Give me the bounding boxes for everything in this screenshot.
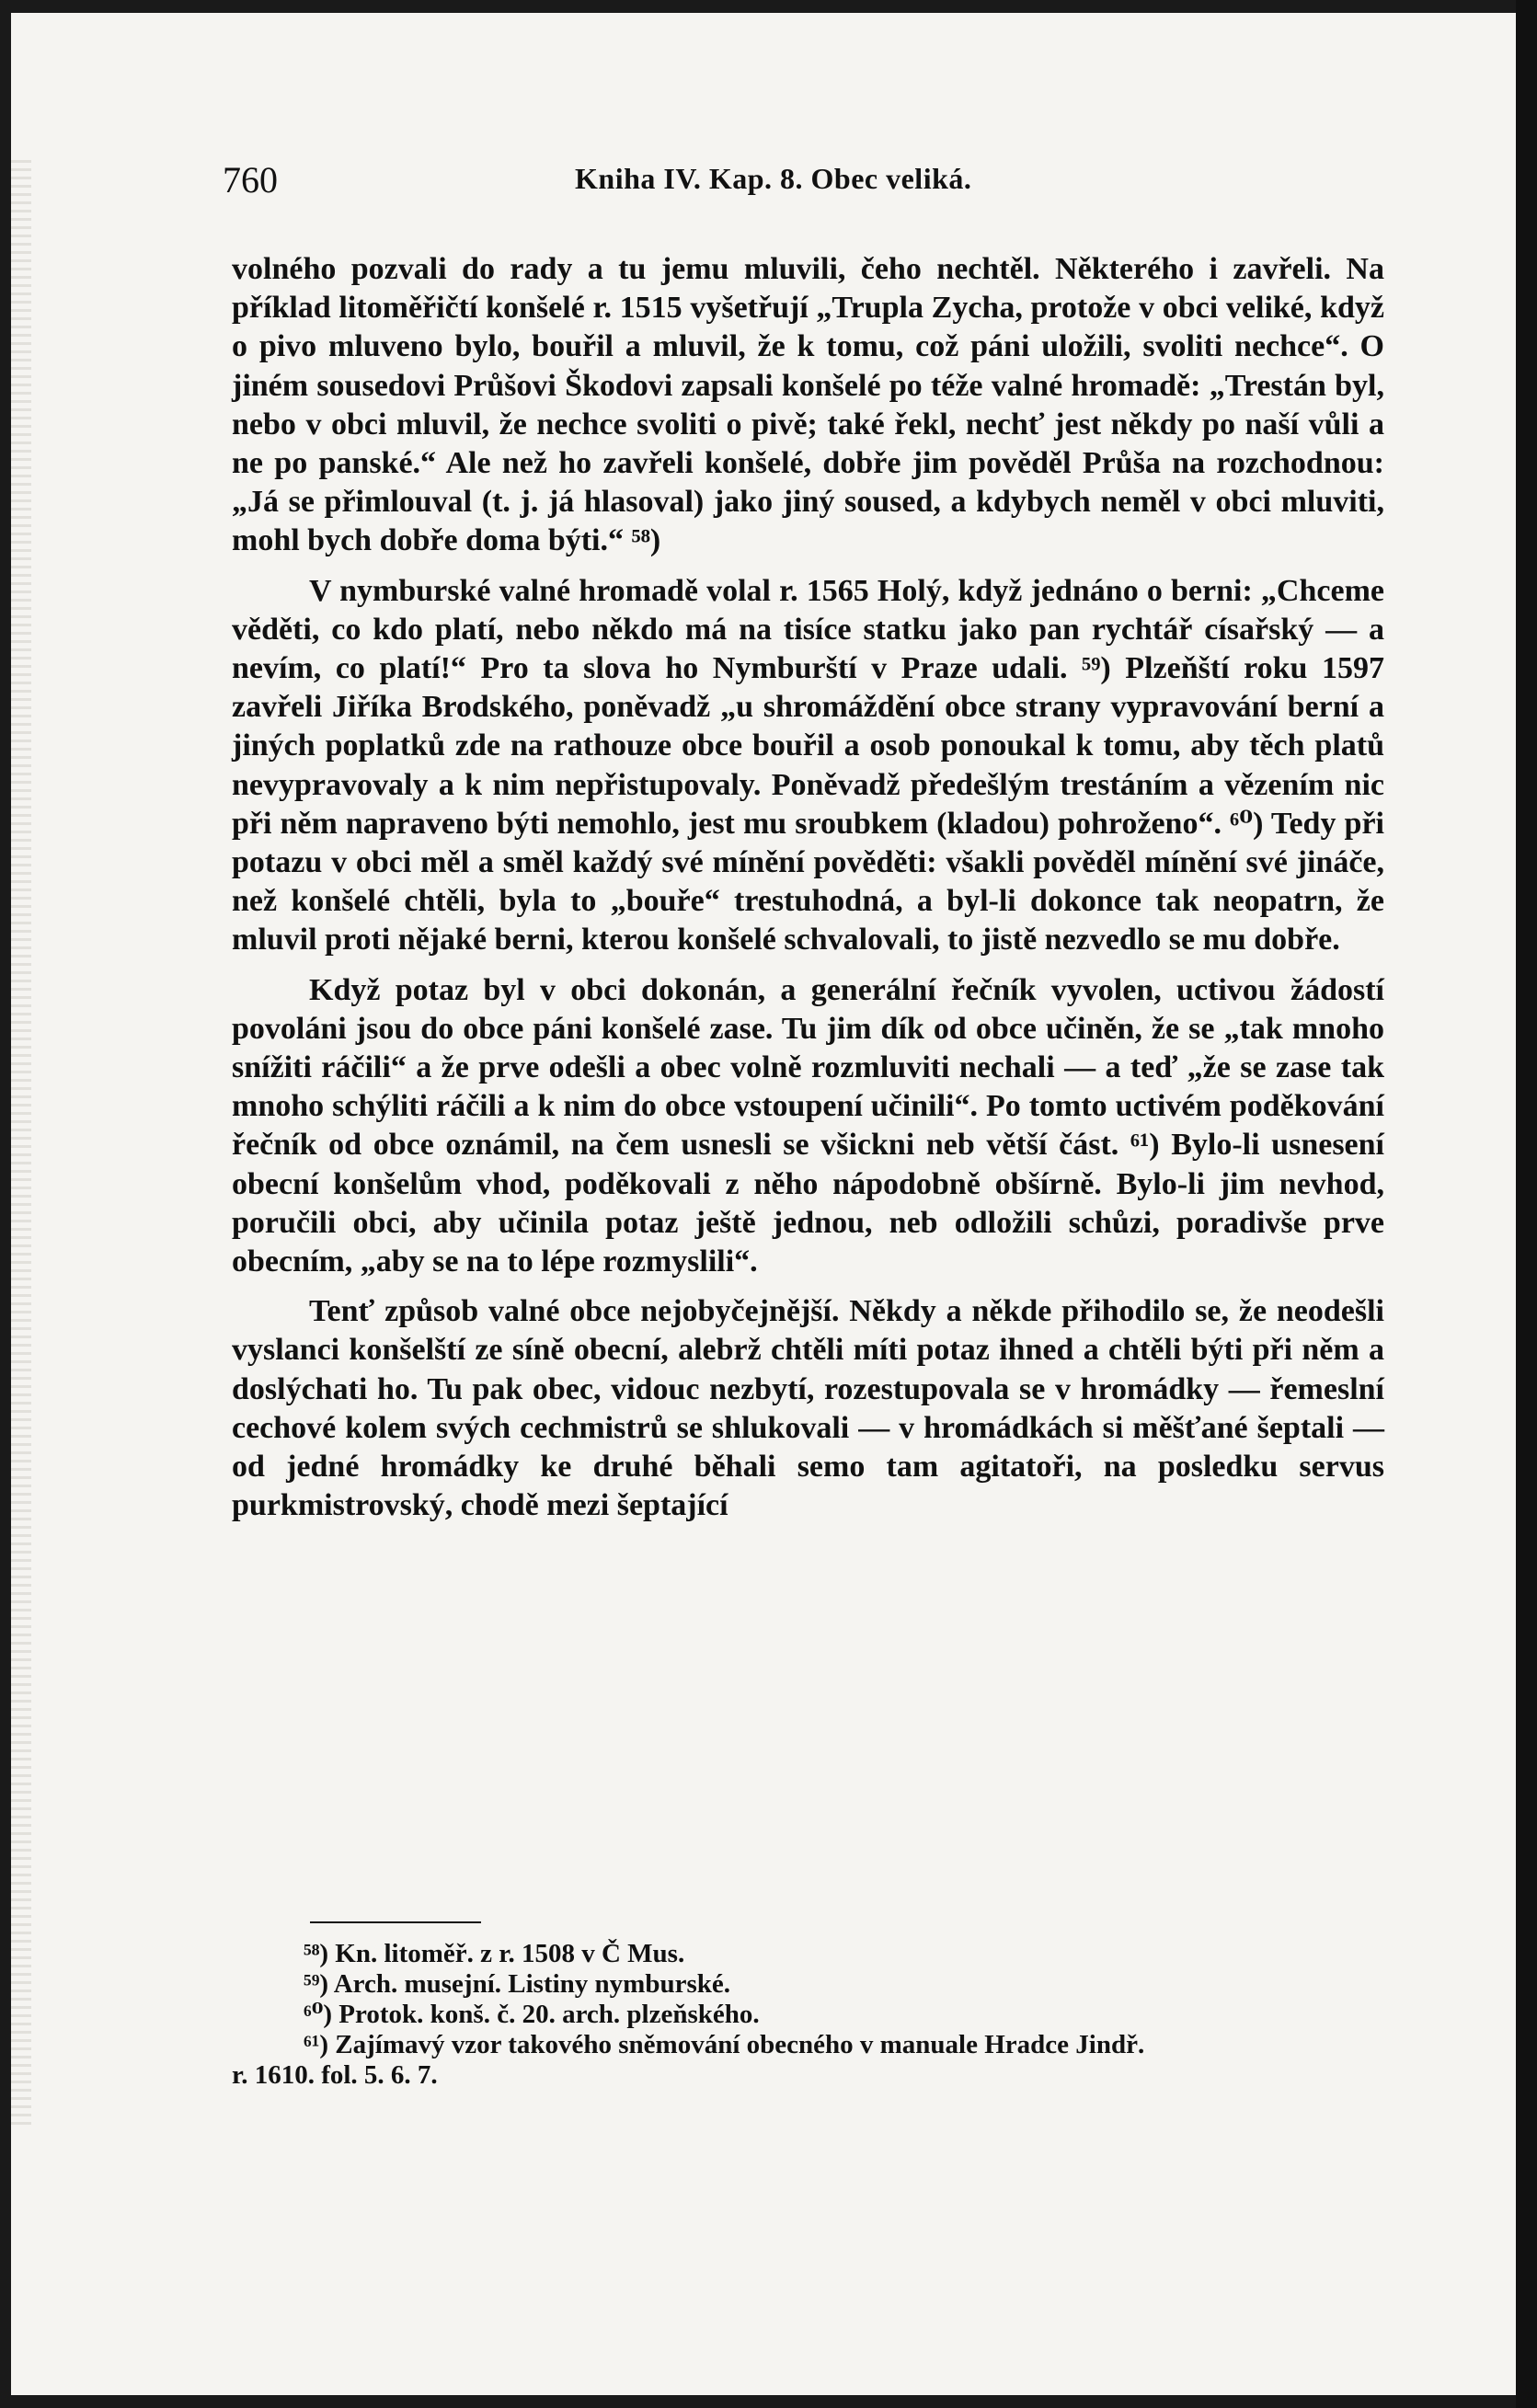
footnote: ⁶⁰) Protok. konš. č. 20. arch. plzeňského. [304, 2000, 760, 2029]
paragraph: volného pozvali do rady a tu jemu mluvili, čeho nechtěl. Některého i zavřeli. Na příklad litoměřičtí konšelé r. 1515 vyšetřují „Trupla Zycha, protože v obci veliké, když o pivo mluveno bylo, bouřil a mluvil, že k tomu, což páni uložili, svoliti nechce“. O jiném sousedovi Průšovi Škodovi zapsali konšelé po téže valné hromadě: „Trestán byl, nebo v obci mluvil, že nechce svoliti o pivě; také řekl, nechť jest někdy po naší vůli a ne po panské.“ Ale než ho zavřeli konšelé, dobře jim pověděl Průša na rozchodnou: „Já se přimlouval (t. j. já hlasoval) jako jiný soused, a kdybych neměl v obci mluviti, mohl bych dobře doma býti.“ ⁵⁸) [232, 252, 1384, 558]
page-number: 760 [223, 159, 278, 201]
footnote: ⁵⁹) Arch. musejní. Listiny nymburské. [304, 1969, 730, 1999]
footnote: ⁵⁸) Kn. litoměř. z r. 1508 v Č Mus. [304, 1939, 685, 1968]
footnote-rule [310, 1921, 481, 1923]
scan-edge [1516, 0, 1537, 2408]
book-page [11, 13, 1516, 2395]
footnote: ⁶¹) Zajímavý vzor takového sněmování obecného v manuale Hradce Jindř. [304, 2030, 1145, 2059]
running-head: Kniha IV. Kap. 8. Obec veliká. [575, 162, 972, 195]
paragraph: Když potaz byl v obci dokonán, a generální řečník vyvolen, uctivou žádostí povoláni jsou do obce páni konšelé zase. Tu jim dík od obce učiněn, že se „tak mnoho snížiti ráčili“ a že prve odešli a obec volně rozmluviti nechali — a teď „že se zase tak mnoho schýliti ráčili a k nim do obce vstoupení učinili“. Po tomto uctivém poděkování řečník od obce oznámil, na čem usnesli se všickni neb větší část. ⁶¹) Bylo-li usnesení obecní konšelům vhod, poděkovali z něho nápodobně obšírně. Bylo-li jim nevhod, poručili obci, aby učinila potaz ještě jednou, neb odložili schůzi, poradivše prve obecním, „aby se na to lépe rozmyslili“. [232, 972, 1384, 1279]
page-header [223, 158, 1391, 213]
footnotes [232, 1939, 1384, 2091]
paragraph: Tenť způsob valné obce nejobyčejnější. Někdy a někde přihodilo se, že neodešli vyslanci konšelští ze síně obecní, alebrž chtěli míti potaz ihned a chtěli býti při něm a doslýchati ho. Tu pak obec, vidouc nezbytí, rozestupovala se v hromádky — řemeslní cechové kolem svých cechmistrů se shlukovali — v hromádkách si měšťané šeptali — od jedné hromádky ke druhé běhali semo tam agitatoři, na posledku servus purkmistrovský, chodě mezi šeptající [232, 1294, 1384, 1523]
body-text [232, 250, 1384, 1537]
paragraph: V nymburské valné hromadě volal r. 1565 Holý, když jednáno o berni: „Chceme věděti, co kdo platí, nebo někdo má na tisíce statku jako pan rychtář císařský — a nevím, co platí!“ Pro ta slova ho Nymburští v Praze udali. ⁵⁹) Plzeňští roku 1597 zavřeli Jiříka Brodského, poněvadž „u shromáždění obce strany vypravování berní a jiných poplatků zde na rathouze obce bouřil a osob ponoukal k tomu, aby těch platů nevypravovaly a k nim nepřistupovaly. Poněvadž předešlým trestáním a vězením nic při něm napraveno býti nemohlo, jest mu sroubkem (kladou) pohroženo“. ⁶⁰) Tedy při potazu v obci měl a směl každý své mínění pověděti: všakli pověděl mínění své jináče, než konšelé chtěli, byla to „bouře“ trestuhodná, a byl-li dokonce tak neopatrn, že mluvil proti nějaké berni, kterou konšelé schvalovali, to jistě nezvedlo se mu dobře. [232, 573, 1384, 957]
page-bleed-through [11, 160, 31, 2128]
footnote-continuation: r. 1610. fol. 5. 6. 7. [232, 2060, 438, 2090]
